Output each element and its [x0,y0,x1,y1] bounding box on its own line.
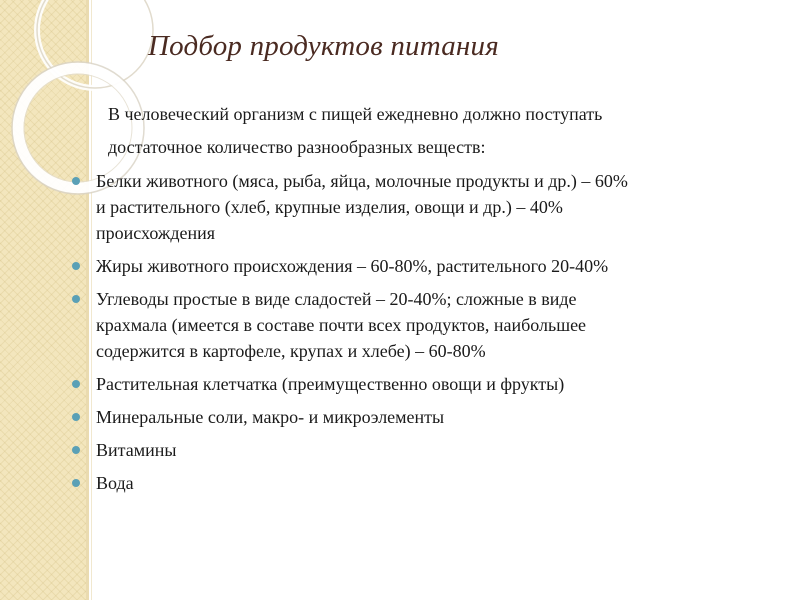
list-item-carbohydrates [96,286,756,364]
list-item-line: содержится в картофеле, крупах и хлебе) – 60-80% [96,341,486,361]
list-item-line: Минеральные соли, макро- и микроэлементы [96,407,445,427]
nutrients-list [96,168,756,503]
bullet-icon [72,446,80,454]
list-item-minerals [96,404,756,430]
list-item-line: Белки животного (мяса, рыба, яйца, молочные продукты и др.) – 60% [96,171,628,191]
bullet-icon [72,262,80,270]
list-item-line: Углеводы простые в виде сладостей – 20-40%; сложные в виде [96,289,577,309]
list-item-line: Растительная клетчатка (преимущественно овощи и фрукты) [96,374,565,394]
list-item-fiber [96,371,756,397]
bullet-icon [72,413,80,421]
slide-title: Подбор продуктов питания [148,30,499,62]
intro-line: достаточное количество разнообразных веществ: [108,137,486,157]
list-item-line: и растительного (хлеб, крупные изделия, овощи и др.) – 40% [96,197,563,217]
list-item-line: Вода [96,473,134,493]
list-item-line: Витамины [96,440,177,460]
intro-line: В человеческий организм с пищей ежедневно должно поступать [108,104,603,124]
bullet-icon [72,295,80,303]
list-item-water [96,470,756,496]
intro-text [108,98,748,164]
list-item-line: Жиры животного происхождения – 60-80%, растительного 20-40% [96,256,609,276]
bullet-icon [72,479,80,487]
list-item-line: крахмала (имеется в составе почти всех продуктов, наибольшее [96,315,587,335]
list-item-fats [96,253,756,279]
list-item-vitamins [96,437,756,463]
list-item-line: происхождения [96,223,216,243]
bullet-icon [72,177,80,185]
list-item-proteins [96,168,756,246]
bullet-icon [72,380,80,388]
